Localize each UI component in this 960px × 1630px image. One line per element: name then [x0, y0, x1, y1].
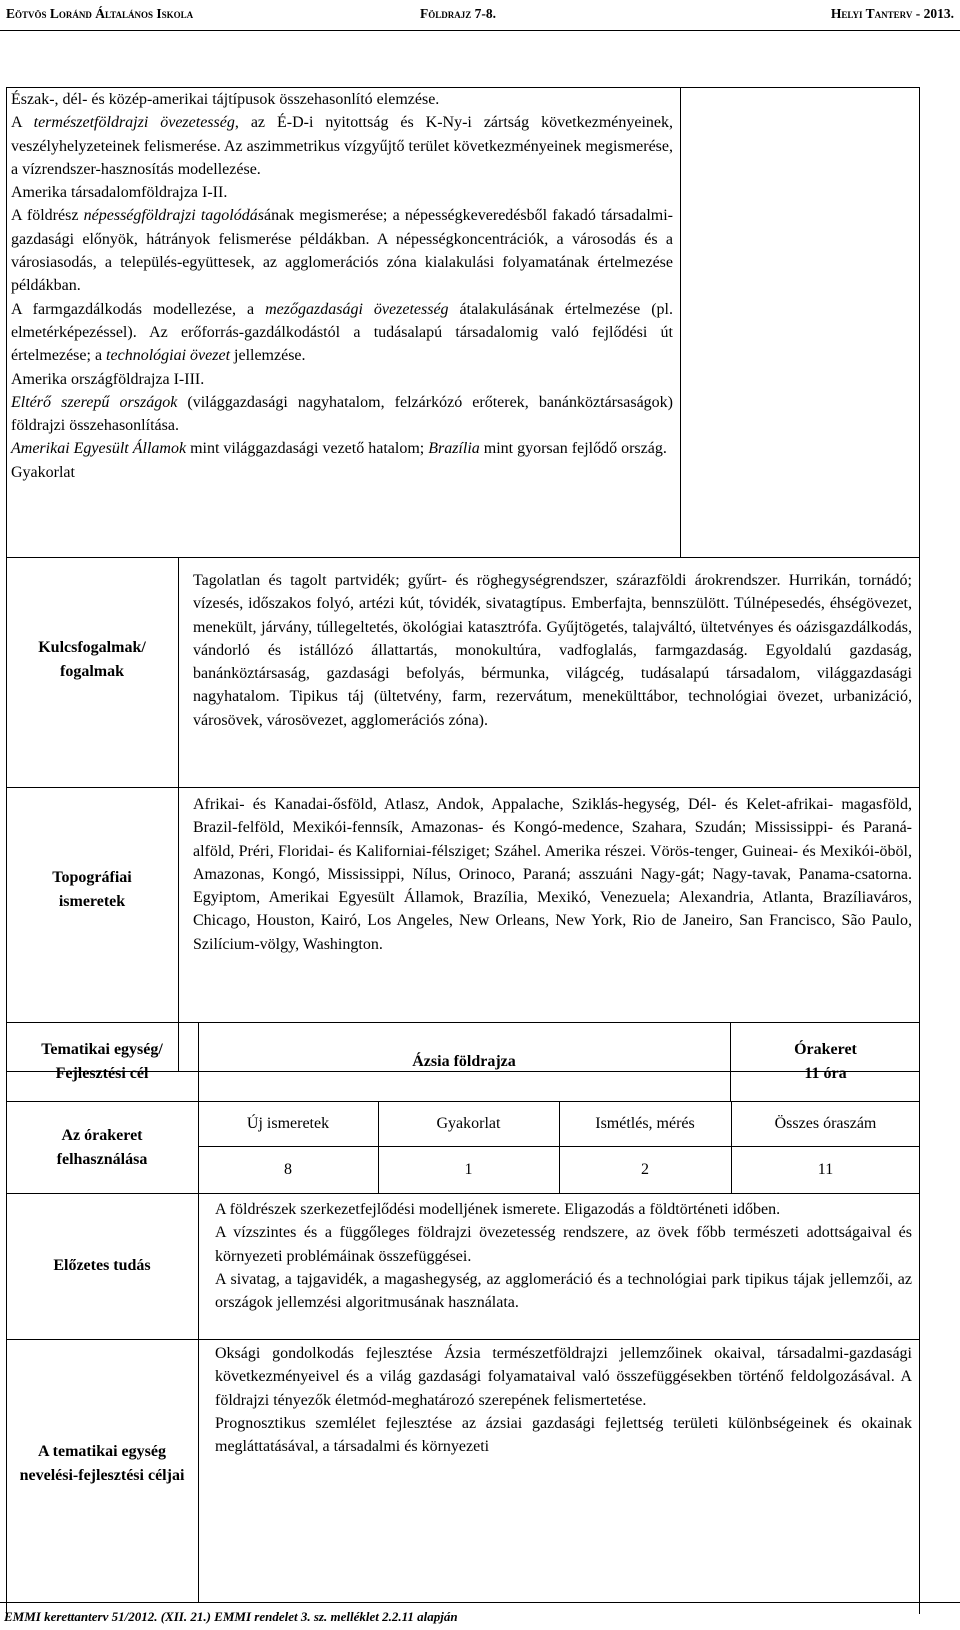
unit-goals-label: A tematikai egység nevelési-fejlesztési céljai	[19, 1443, 185, 1484]
goal-italic-run: természetföldrajzi övezetesség	[33, 114, 235, 132]
school-name: Eötvös Loránd Általános Iskola	[6, 6, 194, 21]
upper-label-divider	[178, 557, 179, 1072]
goal-text-run: , az É-D-i nyitottság és K-Ny-i zártság következményeinek, veszélyhelyzeteinek felismerése. Az aszimmetrikus vízgyűjtő terület következményeinek megismerése, a vízrendszer-hasznosítás modellezése.	[11, 114, 674, 178]
usage-header-total: Összes óraszám	[774, 1115, 877, 1132]
goal-paragraph	[11, 88, 673, 111]
unit-goals-para: Oksági gondolkodás fejlesztése Ázsia természetföldrajzi jellemzőinek okaival, társadalmi-gazdasági következményeivel és a világ gazdasági folyamataival való összefüggésekben történő feldolgozásával. A földrajzi tényezők életmód-meghatározó szerepének felismertetése.	[215, 1345, 912, 1409]
goal-italic-run: népességföldrajzi tagolódás	[83, 207, 264, 225]
upper-row-rule-1	[6, 557, 920, 558]
asia-rule-3	[6, 1339, 920, 1340]
goal-text-run: A farmgazdálkodás modellezése, a	[11, 300, 266, 318]
usage-value-total: 11	[817, 1161, 834, 1178]
goal-text-run: mint világgazdasági vezető hatalom;	[186, 440, 429, 458]
prior-knowledge-label: Előzetes tudás	[53, 1257, 151, 1274]
goal-text-run: Amerika társadalomföldrajza I-II.	[11, 184, 228, 202]
prior-knowledge-para: A földrészek szerkezetfejlődési modelljének ismerete. Eligazodás a földtörténeti időben.	[215, 1201, 781, 1218]
key-concepts-label: Kulcsfogalmak/ fogalmak	[38, 639, 146, 680]
usage-value-new: 8	[284, 1161, 292, 1178]
prior-knowledge-text	[215, 1198, 912, 1314]
goal-text-run: mint gyorsan fejlődő ország.	[479, 440, 667, 458]
key-concepts-text: Tagolatlan és tagolt partvidék; gyűrt- és röghegységrendszer, szárazföldi árokrendszer. Hurrikán, tornádó; vízesés, időszakos folyó, artézi kút, tóvidék, sivatagtípus. Emberfajta, bennszülött. Túlnépesedés, éhségövezet, menekült, járvány, túllegeltetés, ökológiai katasztrófa. Gyűjtögetés, talajváltó, ültetvényes és oázisgazdálkodás, vándorló és istállózó állattartás, monokultúra, vadfoglalás, farmgazdaság. Egyoldalú gazdaság, banánköztársaság, gazdasági befolyás, bérmunka, világcég, tudásalapú társadalom, világgazdasági nagyhatalom. Tipikus táj (ültetvény, farm, rezervátum, menekülttábor, technológiai övezet, urbanizáció, városövek, városövezet, agglomerációs zóna).	[193, 572, 912, 729]
prior-knowledge-para: A sivatag, a tajgavidék, a magashegység, az agglomeráció és a technológiai park tipikus tájak jellemzői, az országok jellemzési algoritmusának használata.	[215, 1270, 912, 1312]
goal-paragraph	[11, 298, 673, 368]
goal-paragraph	[11, 204, 673, 297]
goal-paragraph	[11, 461, 673, 484]
unit-goals-text	[215, 1342, 912, 1458]
goal-paragraph	[11, 437, 673, 460]
prior-knowledge-para: A vízszintes és a függőleges földrajzi övezetesség rendszere, az övek főbb természeti adottságaival és környezeti problémáinak összefüggései.	[215, 1224, 912, 1265]
unit-goals-para: Prognosztikus szemlélet fejlesztése az ázsiai gazdasági fejlettség területi különbségeinek és okainak megláttatásával, a társadalmi és környezeti	[215, 1414, 912, 1456]
goal-italic-run: mezőgazdasági övezetesség	[265, 300, 449, 318]
upper-row-rule-2	[6, 787, 920, 788]
hours-value: 11 óra	[804, 1065, 847, 1082]
page-header	[0, 0, 960, 30]
goal-text-run: ának megismerése; a népességkeveredésből fakadó társadalmi-gazdasági előnyök, hátrányok felismerése példákban. A népességkoncentrációk, a városodás és a városiasodás, a település-együttesek, az agglomerációs zóna kialakulási folyamatának értelmezése példákban.	[11, 207, 673, 295]
unit-title: Ázsia földrajza	[412, 1053, 516, 1070]
goal-text-run: jellemzése.	[230, 347, 306, 365]
asia-label-divider	[198, 1022, 199, 1602]
topography-label: Topográfiai ismeretek	[52, 869, 132, 910]
goal-paragraph	[11, 391, 673, 438]
usage-value-review: 2	[641, 1161, 649, 1178]
goal-text-run: Amerika országföldrajza I-III.	[11, 370, 205, 388]
asia-rule-1	[6, 1101, 920, 1102]
goal-text-run: Észak-, dél- és közép-amerikai tájtípusok összehasonlító elemzése.	[11, 91, 440, 108]
goal-paragraph	[11, 181, 673, 204]
goal-text-run: (világgazdasági nagyhatalom, felzárkózó erőterek, banánköztársaságok) földrajzi összehasonlítása.	[11, 393, 673, 435]
asia-table-frame	[6, 1022, 920, 1614]
asia-rule-2	[6, 1193, 920, 1194]
goal-text-run: Gyakorlat	[11, 463, 75, 481]
goal-text-run: átalakulásának értelmezése (pl. elmetérképezéssel). Az erőforrás-gazdálkodástól a tudásalapú társadalomig való fejlődési út értelmezése; a	[11, 300, 673, 365]
topography-text: Afrikai- és Kanadai-ősföld, Atlasz, Andok, Appalache, Sziklás-hegység, Dél- és Kelet-afrikai- magasföld, Brazil-felföld, Mexikói-fennsík, Amazonas- és Kongó-medence, Szahara, Szudán; Mississippi- és Paraná-alföld, Préri, Floridai- és Kaliforniai-félsziget; Száhel. Amerika részei. Vörös-tenger, Guineai- és Mexikói-öböl, Amazonas, Kongó, Mississippi, Nílus, Orinoco, Paraná; asszuáni Nagy-gát; Nagy-tavak, Panama-csatorna. Egyiptom, Amerikai Egyesült Államok, Brazília, Mexikó, Venezuela; Alexandria, Atlanta, Brazíliaváros, Chicago, Houston, Kairó, Los Angeles, New Orleans, New York, Rio de Janeiro, San Francisco, São Paulo, Szilícium-völgy, Washington.	[193, 796, 912, 953]
usage-label: Az órakeret felhasználása	[56, 1127, 148, 1168]
goal-paragraph	[11, 111, 673, 181]
goal-italic-run: Eltérő szerepű országok	[11, 393, 178, 411]
upper-goals-divider	[680, 87, 681, 557]
goal-italic-run: technológiai övezet	[106, 347, 231, 365]
usage-value-practice: 1	[464, 1161, 473, 1178]
hours-label: Órakeret	[794, 1041, 857, 1058]
goal-text-run: A	[11, 114, 34, 132]
goal-paragraph	[11, 368, 673, 391]
subject-name: Földrajz 7-8.	[420, 6, 496, 21]
page-footer	[0, 1602, 960, 1624]
usage-header-new: Új ismeretek	[246, 1115, 330, 1132]
goal-text-run: A földrész	[11, 207, 84, 225]
unit-label: Tematikai egység/ Fejlesztési cél	[41, 1041, 163, 1082]
curriculum-name: Helyi Tanterv - 2013.	[830, 6, 954, 21]
footer-citation: EMMI kerettanterv 51/2012. (XII. 21.) EMMI rendelet 3. sz. melléklet 2.2.11 alapján	[4, 1609, 458, 1624]
header-rule	[0, 30, 960, 31]
usage-header-review: Ismétlés, mérés	[595, 1115, 695, 1132]
goal-italic-run: Amerikai Egyesült Államok	[11, 440, 187, 458]
development-goals-text	[11, 88, 673, 484]
usage-header-practice: Gyakorlat	[436, 1115, 501, 1132]
goal-italic-run: Brazília	[428, 440, 480, 458]
